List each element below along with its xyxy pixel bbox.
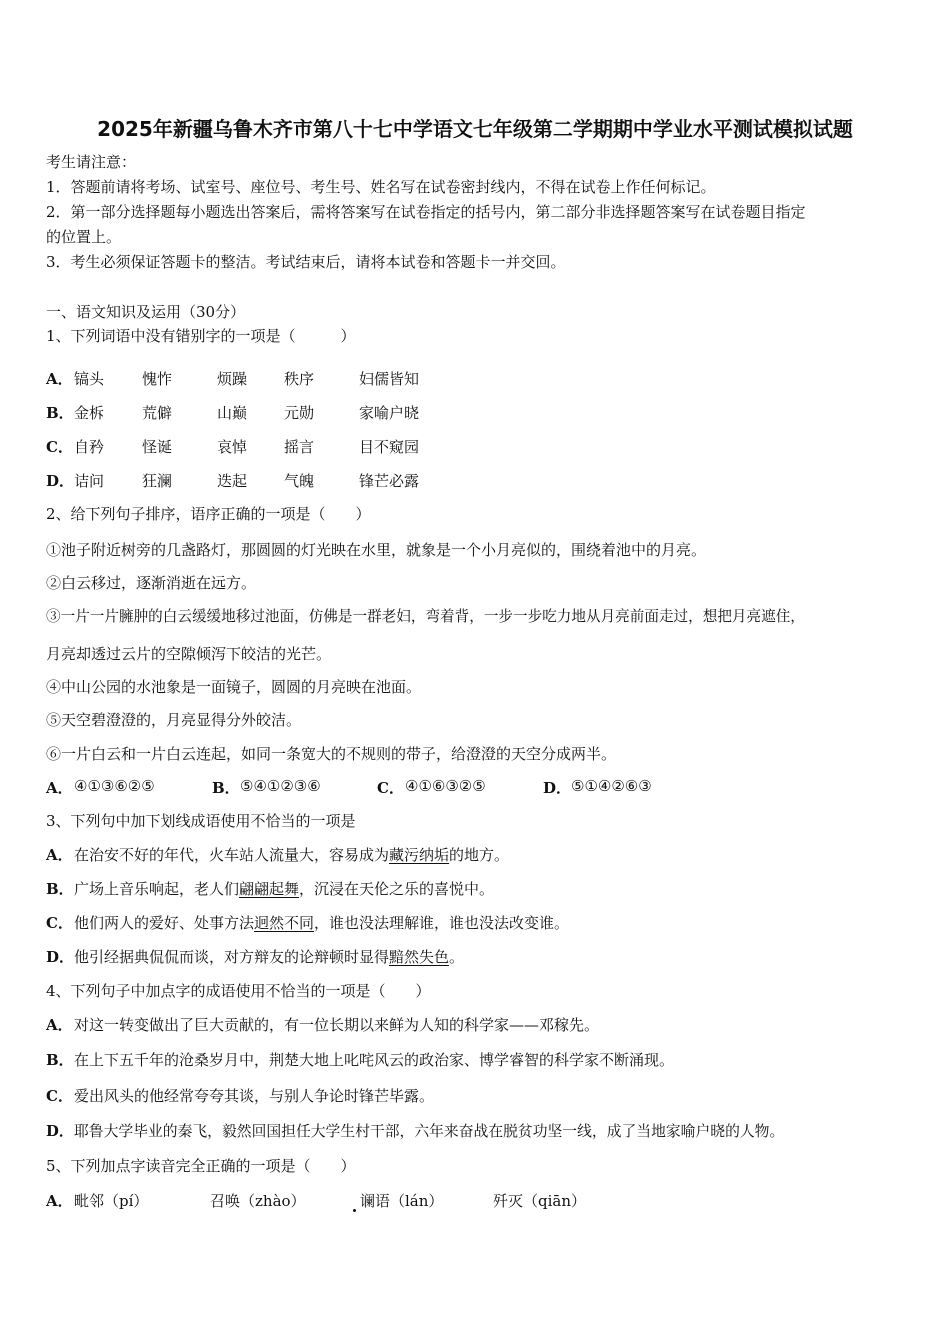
q5-stem: 5、下列加点字读音完全正确的一项是（ ）	[46, 1157, 356, 1175]
notice-item-2-cont: 的位置上。	[46, 228, 122, 246]
exam-title: 2025年新疆乌鲁木齐市第八十七中学语文七年级第二学期期中学业水平测试模拟试题	[97, 117, 853, 141]
q1-word: 哀悼	[217, 438, 248, 456]
q5-item: 召唤（zhào）	[210, 1192, 306, 1210]
q1-word: 秩序	[284, 370, 315, 388]
q2-choice-text: ⑤①④②⑥③	[571, 777, 652, 795]
emphasis-dot	[353, 1209, 356, 1212]
q3-option-b	[46, 879, 494, 899]
q4-option-text: 爱出风头的他经常夸夸其谈，与别人争论时锋芒毕露。	[74, 1087, 435, 1105]
q1-word: 金柝	[74, 404, 105, 422]
q2-sentence-5: ⑤天空碧澄澄的，月亮显得分外皎洁。	[46, 711, 302, 729]
q3-option-letter: B．	[46, 880, 74, 898]
q1-word: 山巅	[217, 404, 248, 422]
q1-word: 气魄	[284, 472, 315, 490]
q1-word: 自矜	[74, 438, 105, 456]
q2-choice-letter: D．	[543, 779, 572, 797]
q1-word: 诘问	[74, 472, 105, 490]
q1-word: 怪诞	[142, 438, 173, 456]
q4-option-text: 在上下五千年的沧桑岁月中，荆楚大地上叱咤风云的政治家、博学睿智的科学家不断涌现。	[74, 1051, 675, 1069]
q2-sentence-3: ③一片一片臃肿的白云缓缓地移过池面，仿佛是一群老妇，弯着背，一步一步吃力地从月亮前面走过，想把月亮遮住，	[46, 608, 805, 625]
q3-option-text: 他们两人的爱好、处事方法	[74, 914, 255, 932]
q1-word: 迭起	[217, 472, 248, 490]
q1-word: 荒僻	[142, 404, 173, 422]
q3-option-text: 他引经据典侃侃而谈，对方辩友的论辩顿时显得	[74, 948, 390, 966]
q3-option-letter: D．	[46, 948, 75, 966]
q3-underlined-idiom: 翩翩起舞	[239, 880, 300, 898]
q3-option-text: 的地方。	[449, 846, 510, 864]
q4-option-d	[46, 1122, 784, 1142]
q4-option-letter: B．	[46, 1051, 74, 1069]
q2-sentence-4: ④中山公园的水池象是一面镜子，圆圆的月亮映在池面。	[46, 678, 422, 696]
q2-choice-letter: B．	[212, 779, 240, 797]
q1-stem: 1、下列词语中没有错别字的一项是（ ）	[46, 327, 356, 345]
q5-item: 谰语（lán）	[360, 1192, 444, 1210]
q4-option-b	[46, 1050, 674, 1070]
q4-option-text: 耶鲁大学毕业的秦飞，毅然回国担任大学生村干部，六年来奋战在脱贫功坚一线，成了当地家喻户晓的人物。	[74, 1123, 785, 1140]
q1-word: 妇儒皆知	[359, 370, 420, 388]
q2-choice-text: ④①⑥③②⑤	[405, 777, 486, 795]
q3-underlined-idiom: 黯然失色	[389, 948, 450, 966]
q4-stem: 4、下列句子中加点字的成语使用不恰当的一项是（ ）	[46, 982, 431, 1000]
q3-option-d	[46, 947, 464, 967]
q3-option-letter: C．	[46, 914, 73, 932]
q4-option-c	[46, 1086, 434, 1106]
q2-choice-text: ④①③⑥②⑤	[74, 777, 155, 795]
q3-option-text: 。	[449, 948, 465, 966]
q1-word: 元勋	[284, 404, 315, 422]
q1-word: 狂澜	[142, 472, 173, 490]
q4-option-a	[46, 1015, 599, 1035]
q1-word: 目不窥园	[359, 438, 420, 456]
q3-option-c	[46, 913, 569, 933]
q2-choice-letter: A．	[46, 779, 73, 797]
notice-item-1: 1．答题前请将考场、试室号、座位号、考生号、姓名写在试卷密封线内，不得在试卷上作任何标记。	[46, 178, 716, 196]
q2-sentence-3-cont: 月亮却透过云片的空隙倾泻下皎洁的光芒。	[46, 645, 332, 663]
q2-sentence-6: ⑥一片白云和一片白云连起，如同一条宽大的不规则的带子，给澄澄的天空分成两半。	[46, 745, 617, 763]
notice-item-2: 2．第一部分选择题每小题选出答案后，需将答案写在试卷指定的括号内，第二部分非选择题答案写在试卷题目指定	[46, 203, 806, 221]
q3-option-text: ，谁也没法理解谁，谁也没法改变谁。	[314, 914, 570, 932]
q3-option-letter: A．	[46, 846, 73, 864]
section-heading: 一、语文知识及运用（30分）	[46, 303, 246, 321]
q1-word: 家喻户晓	[359, 404, 420, 422]
q4-option-text: 对这一转变做出了巨大贡献的，有一位长期以来鲜为人知的科学家——邓稼先。	[74, 1016, 600, 1034]
q1-option-letter: B．	[46, 404, 74, 422]
q1-word: 摇言	[284, 438, 315, 456]
q1-option-letter: A．	[46, 370, 73, 388]
q3-option-text: ，沉浸在天伦之乐的喜悦中。	[299, 880, 495, 898]
q3-option-a	[46, 845, 509, 865]
q3-underlined-idiom: 藏污纳垢	[389, 846, 450, 864]
q2-sentence-1: ①池子附近树旁的几盏路灯，那圆圆的灯光映在水里，就象是一个小月亮似的，围绕着池中的月亮。	[46, 541, 707, 559]
q3-option-text: 广场上音乐响起，老人们	[74, 880, 240, 898]
q4-option-letter: C．	[46, 1087, 73, 1105]
q5-option-letter: A．	[46, 1192, 73, 1210]
q2-sentence-2: ②白云移过，逐渐消逝在远方。	[46, 574, 257, 592]
notice-item-3: 3．考生必须保证答题卡的整洁。考试结束后，请将本试卷和答题卡一并交回。	[46, 253, 566, 271]
q3-stem: 3、下列句中加下划线成语使用不恰当的一项是	[46, 812, 356, 830]
q4-option-letter: A．	[46, 1016, 73, 1034]
q5-item: 毗邻（pí）	[74, 1192, 149, 1210]
q4-option-letter: D．	[46, 1123, 74, 1140]
q3-option-text: 在治安不好的年代，火车站人流量大，容易成为	[74, 846, 390, 864]
q1-option-letter: D．	[46, 472, 75, 490]
q2-choice-letter: C．	[377, 779, 404, 797]
q1-word: 烦躁	[217, 370, 248, 388]
q2-choice-text: ⑤④①②③⑥	[240, 777, 321, 795]
q1-word: 锋芒必露	[359, 472, 420, 490]
q1-word: 愧怍	[142, 370, 173, 388]
q1-option-letter: C．	[46, 438, 73, 456]
q5-item: 歼灭（qiān）	[493, 1192, 587, 1210]
q1-word: 镐头	[74, 370, 105, 388]
q2-stem: 2、给下列句子排序，语序正确的一项是（ ）	[46, 505, 371, 523]
notice-heading: 考生请注意：	[46, 153, 137, 171]
q3-underlined-idiom: 迥然不同	[254, 914, 315, 932]
